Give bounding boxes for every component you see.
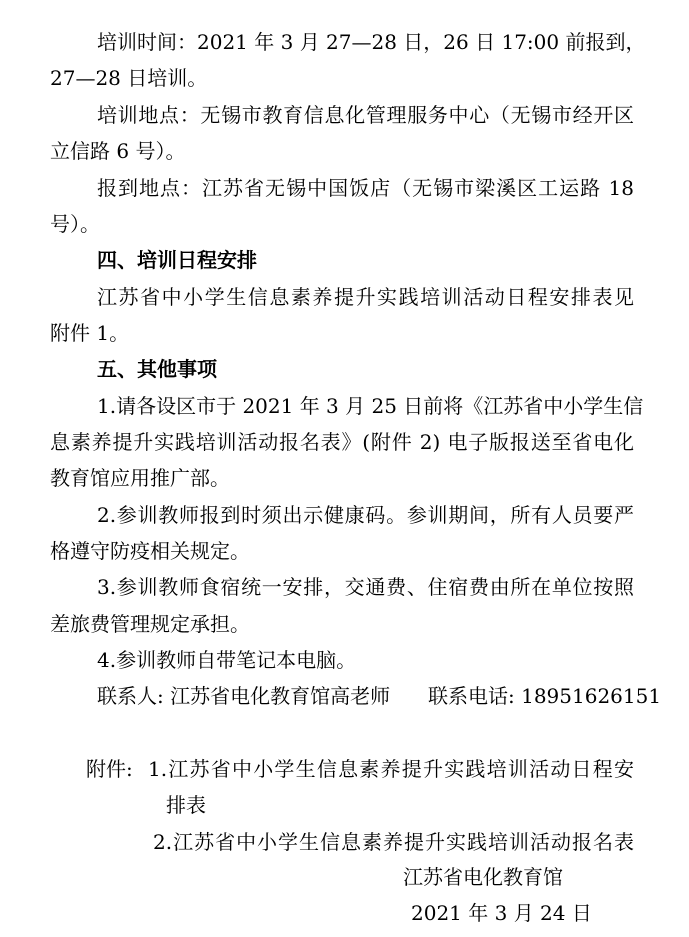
section5-item1-line3: 教育馆应用推广部。 [50,466,230,490]
attachment-item1-line1: 1.江苏省中小学生信息素养提升实践培训活动日程安 [148,757,634,781]
checkin-location-line1: 报到地点：江苏省无锡中国饭店（无锡市梁溪区工运路 18 [97,176,634,200]
training-location-line2: 立信路 6 号）。 [50,139,186,163]
checkin-location-line2: 号）。 [50,212,100,236]
section5-item1-line2: 息素养提升实践培训活动报名表》(附件 2) 电子版报送至省电化 [50,430,634,454]
section5-item2-line1: 2.参训教师报到时须出示健康码。参训期间，所有人员要严 [97,503,634,527]
section5-item3-line2: 差旅费管理规定承担。 [50,612,250,636]
signature-date: 2021 年 3 月 24 日 [411,901,592,925]
attachments-label: 附件: [86,757,133,781]
section4-heading: 四、培训日程安排 [97,248,257,272]
attachment-item2: 2.江苏省中小学生信息素养提升实践培训活动报名表 [153,830,634,854]
section5-item3-line1: 3.参训教师食宿统一安排，交通费、住宿费由所在单位按照 [97,575,634,599]
training-time-line2: 27—28 日培训。 [50,66,208,90]
section5-item2-line2: 格遵守防疫相关规定。 [50,539,250,563]
section5-item1-line1: 1.请各设区市于 2021 年 3 月 25 日前将《江苏省中小学生信 [97,394,644,418]
section5-heading: 五、其他事项 [97,357,217,381]
section5-item4: 4.参训教师自带笔记本电脑。 [97,648,357,672]
section4-line2: 附件 1。 [50,321,130,345]
contact-phone: 联系电话: 18951626151 [428,684,662,708]
contact-person: 联系人: 江苏省电化教育馆高老师 [97,684,391,708]
section4-line1: 江苏省中小学生信息素养提升实践培训活动日程安排表见 [97,285,634,309]
training-time-line1: 培训时间：2021 年 3 月 27—28 日，26 日 17:00 前报到， [97,30,646,54]
signature-org: 江苏省电化教育馆 [403,865,563,889]
training-location-line1: 培训地点：无锡市教育信息化管理服务中心（无锡市经开区 [97,103,634,127]
attachment-item1-line2: 排表 [166,793,206,817]
